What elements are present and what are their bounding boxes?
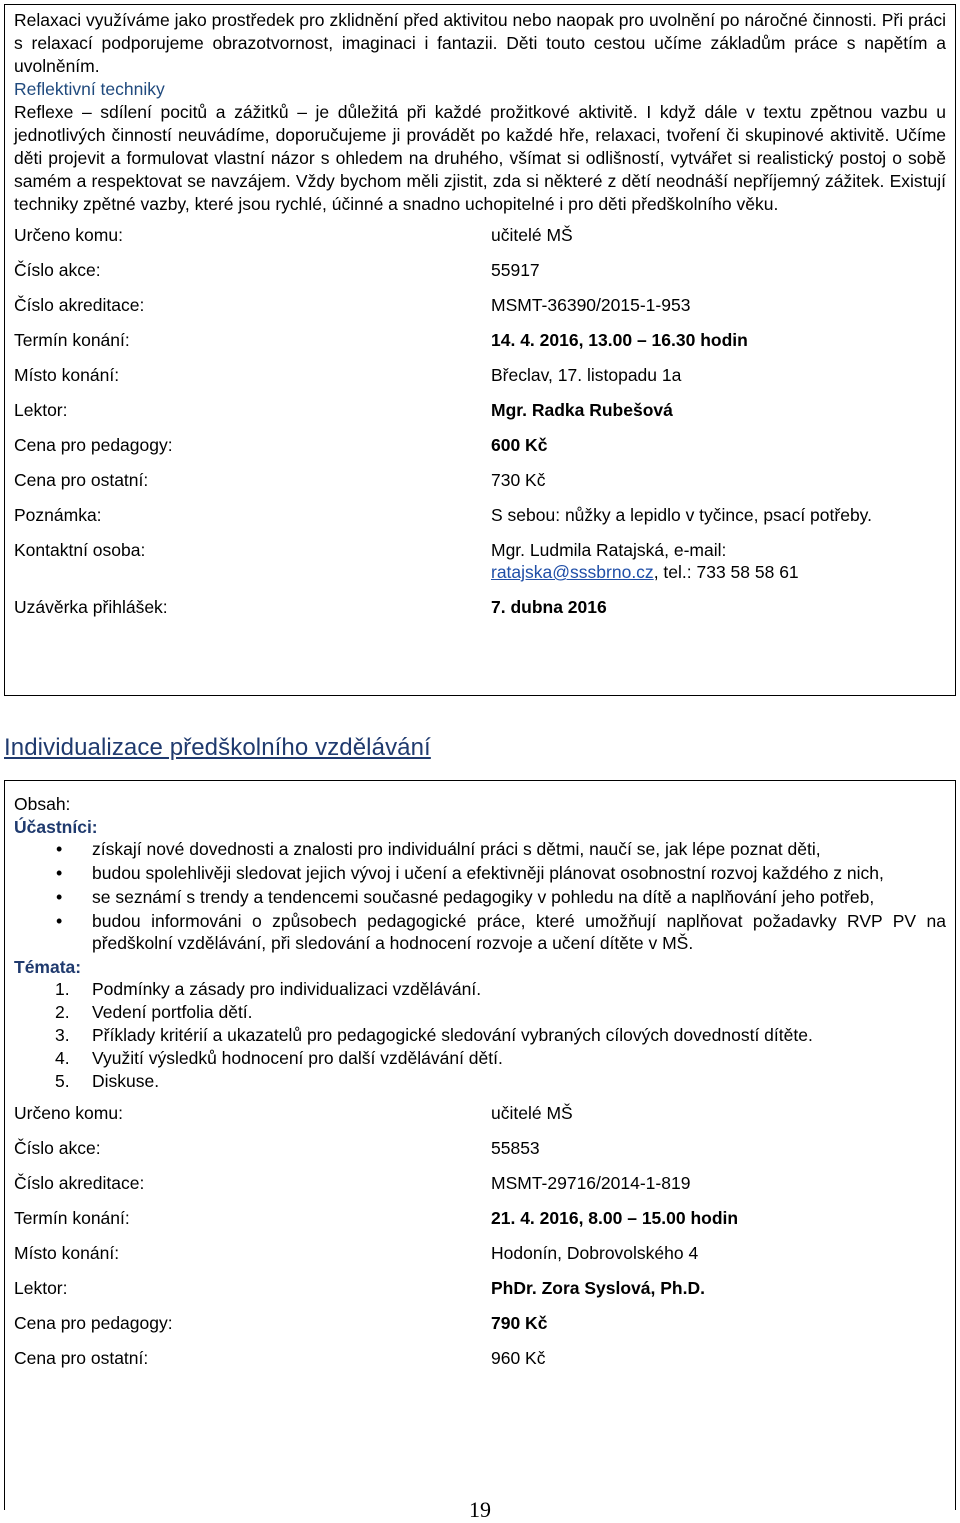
course-block-individualization	[4, 780, 956, 1510]
list-item: 3. Příklady kritérií a ukazatelů pro pedagogické sledování vybraných cílových dovedností dítěte.	[55, 1025, 813, 1045]
info-label: Určeno komu:	[14, 225, 123, 245]
course-info-table-2	[14, 1102, 946, 1382]
obsah-label: Obsah:	[14, 794, 71, 814]
info-label: Cena pro ostatní:	[14, 1348, 149, 1368]
list-item: 1. Podmínky a zásady pro individualizaci vzdělávání.	[55, 979, 482, 999]
course-block-relaxation	[4, 4, 956, 696]
info-label: Místo konání:	[14, 1243, 120, 1263]
info-row	[14, 1102, 946, 1137]
list-item: • budou spolehlivěji sledovat jejich vývoj i učení a efektivněji plánovat osobnostní rozvoj každého z nich,	[14, 862, 946, 884]
info-row	[14, 224, 946, 259]
info-row	[14, 1207, 946, 1242]
contact-phone: , tel.: 733 58 58 61	[653, 562, 799, 582]
info-value: 600 Kč	[491, 435, 548, 455]
deadline-row	[14, 596, 946, 618]
info-row	[14, 259, 946, 294]
info-label: Cena pro ostatní:	[14, 470, 149, 490]
info-value: 730 Kč	[491, 470, 546, 490]
info-label: Číslo akreditace:	[14, 1173, 145, 1193]
info-value: 790 Kč	[491, 1313, 548, 1333]
list-item: 2. Vedení portfolia dětí.	[55, 1002, 253, 1022]
info-value: 21. 4. 2016, 8.00 – 15.00 hodin	[491, 1208, 739, 1228]
info-value: 55917	[491, 260, 540, 280]
contact-name: Mgr. Ludmila Ratajská, e-mail:	[491, 540, 727, 560]
info-row	[14, 399, 946, 434]
page-number: 19	[469, 1497, 491, 1522]
info-row	[14, 1172, 946, 1207]
info-row	[14, 434, 946, 469]
info-label: Číslo akce:	[14, 1138, 101, 1158]
info-label: Číslo akreditace:	[14, 295, 145, 315]
info-value: učitelé MŠ	[491, 225, 573, 245]
section-title: Individualizace předškolního vzdělávání	[4, 734, 431, 761]
info-label: Uzávěrka přihlášek:	[14, 597, 168, 617]
info-row	[14, 1137, 946, 1172]
info-label: Lektor:	[14, 1278, 68, 1298]
info-value: 14. 4. 2016, 13.00 – 16.30 hodin	[491, 330, 748, 350]
list-item: • se seznámí s trendy a tendencemi současné pedagogiky v pohledu na dítě a naplňování jeho potřeb,	[14, 886, 946, 908]
info-row	[14, 364, 946, 399]
info-value: 960 Kč	[491, 1348, 546, 1368]
info-value: MSMT-36390/2015-1-953	[491, 295, 691, 315]
info-label: Kontaktní osoba:	[14, 540, 146, 560]
info-label: Poznámka:	[14, 505, 102, 525]
info-value: Břeclav, 17. listopadu 1a	[491, 365, 682, 385]
list-item: • získají nové dovednosti a znalosti pro individuální práci s dětmi, naučí se, jak lépe poznat děti,	[14, 838, 946, 860]
list-item: • budou informováni o způsobech pedagogické práce, které umožňují naplňovat požadavky RVP PV na předškolní vzdělávání, při sledování a hodnocení rozvoje a učení dítěte v MŠ.	[14, 910, 946, 954]
info-label: Určeno komu:	[14, 1103, 123, 1123]
info-value: MSMT-29716/2014-1-819	[491, 1173, 691, 1193]
info-row	[14, 294, 946, 329]
info-label: Termín konání:	[14, 1208, 130, 1228]
info-label: Cena pro pedagogy:	[14, 435, 173, 455]
info-value: S sebou: nůžky a lepidlo v tyčince, psací potřeby.	[491, 505, 872, 525]
technique-title: Reflektivní techniky	[14, 79, 165, 99]
technique-paragraph: Reflexe – sdílení pocitů a zážitků – je důležitá při každé prožitkové aktivitě. I když dále v textu zpětnou vazbu u jednotlivých činností neuvádíme, doporučujeme ji provádět po každé hře, relaxaci, tvoření či skupinové aktivitě. Učíme děti projevit a formulovat vlastní názor s ohledem na druhého, všímat si odlišností, vytvářet si realistický postoj o sobě samém a respektovat se navzájem. Vždy bychom měli zjistit, zda si některé z dětí neodnáší nepříjemný zážitek. Existují techniky zpětné vazby, které jsou rychlé, účinné a snadno uchopitelné i pro děti předškolního věku.	[14, 102, 946, 214]
info-label: Číslo akce:	[14, 260, 101, 280]
info-row	[14, 329, 946, 364]
list-item: 5. Diskuse.	[55, 1071, 160, 1091]
contact-value	[491, 539, 946, 596]
participants-list	[14, 838, 946, 954]
info-value: učitelé MŠ	[491, 1103, 573, 1123]
info-row	[14, 1312, 946, 1347]
info-label: Místo konání:	[14, 365, 120, 385]
info-row	[14, 1347, 946, 1382]
email-link[interactable]: ratajska@sssbrno.cz	[491, 562, 654, 582]
course-info-table-1	[14, 224, 946, 618]
info-row	[14, 469, 946, 504]
info-row	[14, 504, 946, 539]
contact-row	[14, 539, 946, 596]
info-value: 7. dubna 2016	[491, 597, 607, 617]
info-value: Mgr. Radka Rubešová	[491, 400, 673, 420]
info-label: Lektor:	[14, 400, 68, 420]
participants-label: Účastníci:	[14, 817, 98, 837]
intro-paragraph: Relaxaci využíváme jako prostředek pro zklidnění před aktivitou nebo naopak pro uvolnění po náročné činnosti. Při práci s relaxací podporujeme obrazotvornost, imaginaci i fantazii. Děti touto cestou učíme základům práce s napětím a uvolněním.	[14, 10, 946, 76]
topics-label: Témata:	[14, 957, 82, 977]
topics-list	[14, 978, 946, 1092]
info-row	[14, 1277, 946, 1312]
info-value: PhDr. Zora Syslová, Ph.D.	[491, 1278, 705, 1298]
info-value: Hodonín, Dobrovolského 4	[491, 1243, 699, 1263]
list-item: 4. Využití výsledků hodnocení pro další vzdělávání dětí.	[55, 1048, 503, 1068]
info-label: Cena pro pedagogy:	[14, 1313, 173, 1333]
info-value: 55853	[491, 1138, 540, 1158]
info-label: Termín konání:	[14, 330, 130, 350]
info-row	[14, 1242, 946, 1277]
